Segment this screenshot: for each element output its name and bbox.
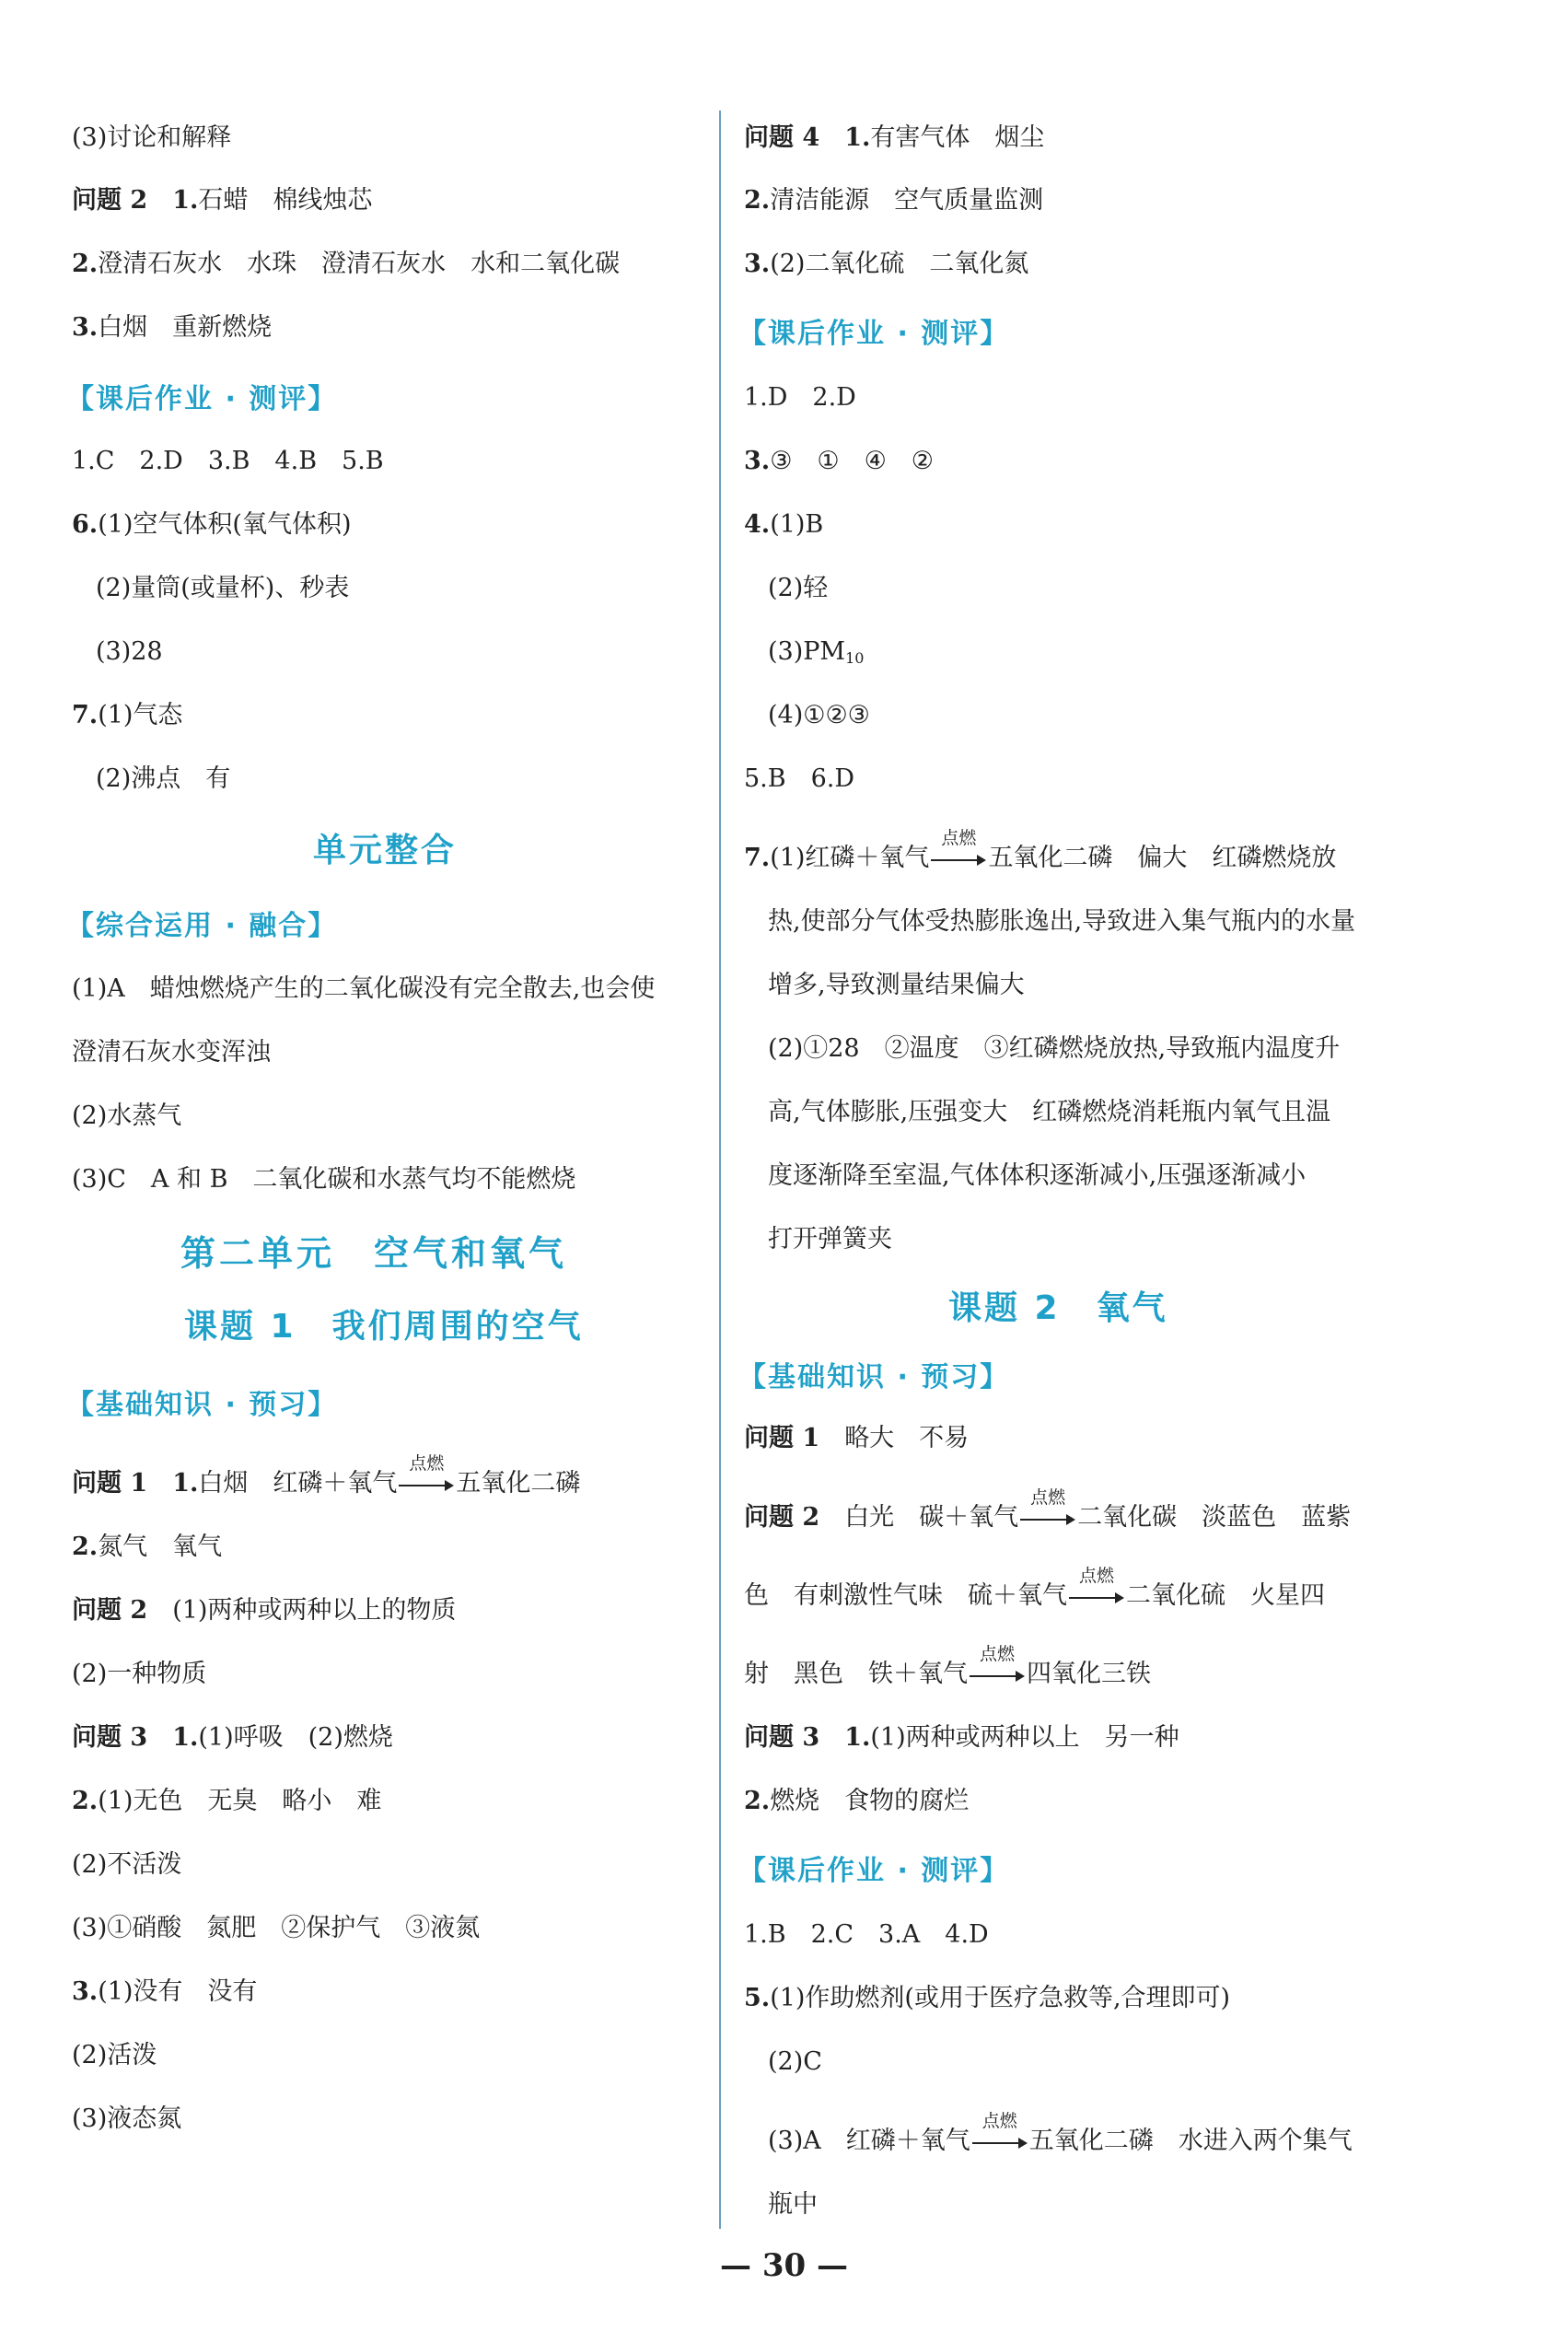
- text-line: 2.氮气 氧气: [72, 1533, 223, 1561]
- text-line: 问题 1 1.白烟 红磷＋氧气 点燃 五氧化二磷: [72, 1452, 581, 1498]
- text-line: (2)不活泼: [72, 1850, 182, 1879]
- text-line: 7.(1)气态: [72, 701, 183, 729]
- text-line: 问题 3 1.(1)呼吸 (2)燃烧: [72, 1723, 393, 1752]
- text-line: 问题 2 1.石蜡 棉线烛芯: [72, 186, 373, 215]
- text-line: 4.(1)B: [744, 510, 824, 539]
- section-tag: 【课后作业 · 测评】: [738, 318, 1010, 350]
- text-line: (2)水蒸气: [72, 1102, 182, 1130]
- text-line: 3.(1)没有 没有: [72, 1977, 258, 2006]
- lesson-heading: 课题 1 我们周围的空气: [184, 1308, 584, 1346]
- text-line: (3)①硝酸 氮肥 ②保护气 ③液氮: [72, 1914, 481, 1942]
- text-line: (3)液态氮: [72, 2104, 182, 2133]
- text-line: $(3)PM_{10}$: [768, 637, 865, 667]
- reaction-arrow: 点燃: [931, 847, 986, 871]
- reaction-arrow: 点燃: [1069, 1585, 1124, 1609]
- column-divider: [719, 111, 721, 2229]
- text-line: 增多,导致测量结果偏大: [768, 971, 1025, 999]
- text-line: (3)28: [96, 637, 163, 666]
- text-line: 3.(2)二氧化硫 二氧化氮: [744, 250, 1029, 278]
- text-line: (1)A 蜡烛燃烧产生的二氧化碳没有完全散去,也会使: [72, 974, 656, 1003]
- section-tag: 【综合运用 · 融合】: [66, 910, 338, 942]
- text-line: 问题 1 略大 不易: [744, 1424, 970, 1452]
- text-line: (3)讨论和解释: [72, 123, 232, 152]
- section-tag: 【基础知识 · 预习】: [738, 1361, 1010, 1393]
- reaction-arrow: 点燃: [1020, 1507, 1075, 1531]
- reaction-arrow: 点燃: [970, 1663, 1025, 1687]
- text-line: (3)A 红磷＋氧气 点燃 五氧化二磷 水进入两个集气: [768, 2110, 1353, 2155]
- section-tag: 【课后作业 · 测评】: [738, 1855, 1010, 1887]
- text-line: 2.澄清石灰水 水珠 澄清石灰水 水和二氧化碳: [72, 250, 621, 278]
- section-tag: 【基础知识 · 预习】: [66, 1389, 338, 1421]
- text-line: 1.B 2.C 3.A 4.D: [744, 1920, 989, 1949]
- text-line: 2.清洁能源 空气质量监测: [744, 186, 1044, 215]
- text-line: (2)①28 ②温度 ③红磷燃烧放热,导致瓶内温度升: [768, 1034, 1341, 1063]
- text-line: (2)一种物质: [72, 1660, 207, 1688]
- text-line: 问题 2 (1)两种或两种以上的物质: [72, 1596, 457, 1625]
- page-number: — 30 —: [720, 2247, 848, 2284]
- text-line: 澄清石灰水变浑浊: [72, 1038, 271, 1067]
- section-heading: 单元整合: [313, 832, 458, 869]
- text-line: 1.C 2.D 3.B 4.B 5.B: [72, 447, 384, 475]
- text-line: 热,使部分气体受热膨胀逸出,导致进入集气瓶内的水量: [768, 907, 1356, 936]
- text-line: 2.(1)无色 无臭 略小 难: [72, 1787, 382, 1815]
- text-line: (4)①②③: [768, 701, 870, 729]
- text-line: (2)沸点 有: [96, 764, 231, 793]
- text-line: 2.燃烧 食物的腐烂: [744, 1787, 970, 1815]
- section-tag: 【课后作业 · 测评】: [66, 383, 338, 415]
- text-line: 打开弹簧夹: [768, 1225, 892, 1253]
- text-line: 1.D 2.D: [744, 383, 856, 412]
- text-line: 3.③ ① ④ ②: [744, 447, 935, 475]
- text-line: (3)C A 和 B 二氧化碳和水蒸气均不能燃烧: [72, 1165, 576, 1194]
- text-line: 色 有刺激性气味 硫＋氧气 点燃 二氧化硫 火星四: [744, 1565, 1325, 1610]
- text-line: 高,气体膨胀,压强变大 红磷燃烧消耗瓶内氧气且温: [768, 1098, 1331, 1126]
- lesson-heading: 课题 2 氧气: [948, 1289, 1168, 1327]
- reaction-arrow: 点燃: [399, 1473, 454, 1497]
- text-line: 问题 4 1.有害气体 烟尘: [744, 123, 1045, 152]
- text-line: 射 黑色 铁＋氧气 点燃 四氧化三铁: [744, 1643, 1151, 1688]
- unit-heading: 第二单元 空气和氧气: [180, 1233, 568, 1274]
- text-line: 7.(1)红磷＋氧气 点燃 五氧化二磷 偏大 红磷燃烧放: [744, 827, 1337, 872]
- text-line: 度逐渐降至室温,气体体积逐渐减小,压强逐渐减小: [768, 1161, 1307, 1190]
- text-line: 5.B 6.D: [744, 764, 855, 793]
- text-line: 3.白烟 重新燃烧: [72, 313, 273, 342]
- reaction-arrow: 点燃: [972, 2130, 1028, 2154]
- text-line: (2)轻: [768, 574, 829, 602]
- text-line: (2)C: [768, 2047, 822, 2076]
- text-line: 问题 3 1.(1)两种或两种以上 另一种: [744, 1723, 1179, 1752]
- text-line: (2)活泼: [72, 2041, 157, 2069]
- text-line: (2)量筒(或量杯)、秒表: [96, 574, 350, 602]
- text-line: 瓶中: [768, 2190, 818, 2219]
- text-line: 6.(1)空气体积(氧气体积): [72, 510, 352, 539]
- text-line: 5.(1)作助燃剂(或用于医疗急救等,合理即可): [744, 1984, 1231, 2012]
- text-line: 问题 2 白光 碳＋氧气 点燃 二氧化碳 淡蓝色 蓝紫: [744, 1486, 1352, 1532]
